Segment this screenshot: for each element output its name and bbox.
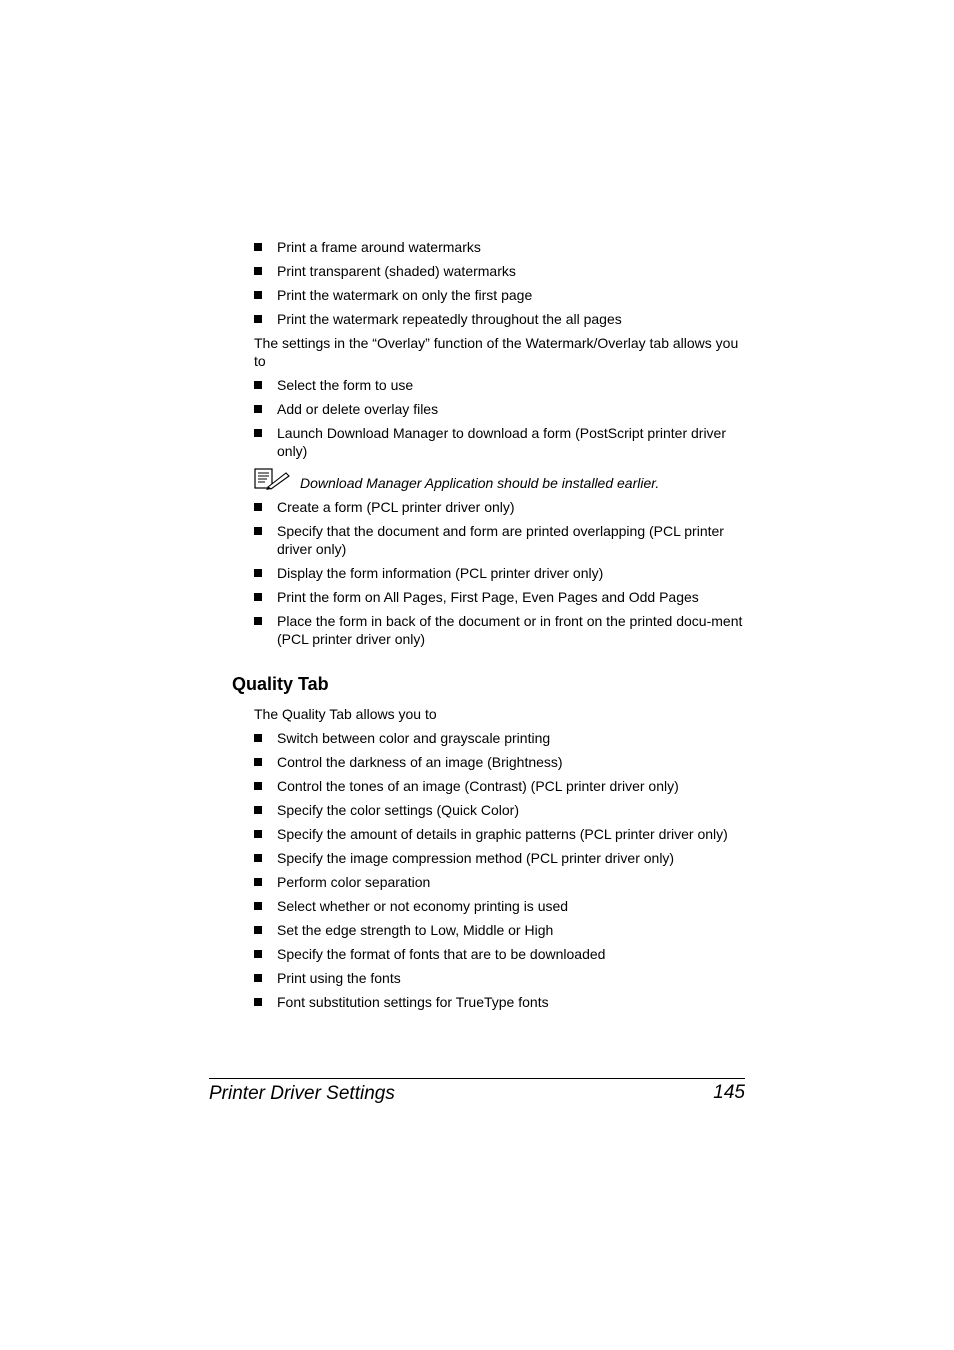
- square-bullet-icon: [254, 291, 262, 299]
- list-item-text: Specify that the document and form are printed overlapping (PCL printer driver only): [277, 523, 724, 557]
- square-bullet-icon: [254, 381, 262, 389]
- list-item-text: Specify the format of fonts that are to be downloaded: [277, 946, 606, 962]
- list-item: [254, 993, 744, 1011]
- list-item: [254, 777, 744, 795]
- quality-intro-paragraph: The Quality Tab allows you to: [254, 706, 437, 722]
- list-item-text: Place the form in back of the document or in front on the printed docu-ment (PCL printer driver only): [277, 613, 743, 647]
- list-item-text: Select whether or not economy printing is used: [277, 898, 569, 914]
- list-item-text: Select the form to use: [277, 377, 414, 393]
- list-item-text: Specify the image compression method (PCL printer driver only): [277, 850, 675, 866]
- square-bullet-icon: [254, 806, 262, 814]
- list-item: [254, 424, 744, 460]
- square-bullet-icon: [254, 782, 262, 790]
- square-bullet-icon: [254, 926, 262, 934]
- square-bullet-icon: [254, 830, 262, 838]
- list-item-text: Print using the fonts: [277, 970, 401, 986]
- list-item-text: Perform color separation: [277, 874, 431, 890]
- list-item: [254, 588, 744, 606]
- list-item: [254, 825, 744, 843]
- list-item: [254, 498, 744, 516]
- square-bullet-icon: [254, 902, 262, 910]
- square-bullet-icon: [254, 315, 262, 323]
- square-bullet-icon: [254, 878, 262, 886]
- list-item-text: Print the watermark repeatedly throughout the all pages: [277, 311, 622, 327]
- square-bullet-icon: [254, 617, 262, 625]
- list-item: [254, 238, 744, 256]
- square-bullet-icon: [254, 974, 262, 982]
- list-item-text: Specify the color settings (Quick Color): [277, 802, 519, 818]
- list-item-text: Print the form on All Pages, First Page, Even Pages and Odd Pages: [277, 589, 699, 605]
- list-item: [254, 729, 744, 747]
- list-item: [254, 921, 744, 939]
- list-item-text: Print a frame around watermarks: [277, 239, 481, 255]
- list-item: [254, 849, 744, 867]
- list-item: [254, 945, 744, 963]
- note-box: [254, 468, 744, 490]
- list-item-text: Switch between color and grayscale printing: [277, 730, 551, 746]
- list-item: [254, 564, 744, 582]
- list-item-text: Control the darkness of an image (Brightness): [277, 754, 563, 770]
- quality-options-list: [254, 729, 744, 1017]
- watermark-options-list: [254, 238, 744, 334]
- overlay-intro-paragraph: The settings in the “Overlay” function of the Watermark/Overlay tab allows you to: [254, 335, 739, 369]
- square-bullet-icon: [254, 243, 262, 251]
- list-item: [254, 310, 744, 328]
- square-bullet-icon: [254, 998, 262, 1006]
- list-item: [254, 262, 744, 280]
- list-item-text: Launch Download Manager to download a form (PostScript printer driver only): [277, 425, 727, 459]
- list-item-text: Set the edge strength to Low, Middle or High: [277, 922, 554, 938]
- footer-section-title: Printer Driver Settings: [209, 1083, 395, 1104]
- list-item-text: Font substitution settings for TrueType fonts: [277, 994, 549, 1010]
- list-item-text: Print transparent (shaded) watermarks: [277, 263, 516, 279]
- list-item-text: Create a form (PCL printer driver only): [277, 499, 515, 515]
- list-item-text: Print the watermark on only the first page: [277, 287, 533, 303]
- list-item-text: Specify the amount of details in graphic patterns (PCL printer driver only): [277, 826, 728, 842]
- list-item: [254, 376, 744, 394]
- square-bullet-icon: [254, 527, 262, 535]
- square-bullet-icon: [254, 758, 262, 766]
- footer-page-number: 145: [713, 1082, 745, 1103]
- square-bullet-icon: [254, 405, 262, 413]
- footer-divider: [209, 1078, 745, 1079]
- square-bullet-icon: [254, 267, 262, 275]
- square-bullet-icon: [254, 569, 262, 577]
- list-item: [254, 522, 744, 558]
- list-item-text: Add or delete overlay files: [277, 401, 439, 417]
- note-text: Download Manager Application should be installed earlier.: [300, 475, 660, 491]
- list-item: [254, 801, 744, 819]
- list-item: [254, 969, 744, 987]
- list-item: [254, 753, 744, 771]
- square-bullet-icon: [254, 734, 262, 742]
- list-item: [254, 873, 744, 891]
- list-item-text: Display the form information (PCL printer driver only): [277, 565, 604, 581]
- square-bullet-icon: [254, 503, 262, 511]
- list-item: [254, 400, 744, 418]
- overlay-options-list: [254, 376, 744, 466]
- list-item-text: Control the tones of an image (Contrast) (PCL printer driver only): [277, 778, 679, 794]
- list-item: [254, 612, 744, 648]
- list-item: [254, 286, 744, 304]
- section-heading: Quality Tab: [232, 674, 329, 694]
- square-bullet-icon: [254, 593, 262, 601]
- form-options-list: [254, 498, 744, 654]
- list-item: [254, 897, 744, 915]
- square-bullet-icon: [254, 429, 262, 437]
- square-bullet-icon: [254, 854, 262, 862]
- note-pencil-icon: [254, 468, 290, 490]
- square-bullet-icon: [254, 950, 262, 958]
